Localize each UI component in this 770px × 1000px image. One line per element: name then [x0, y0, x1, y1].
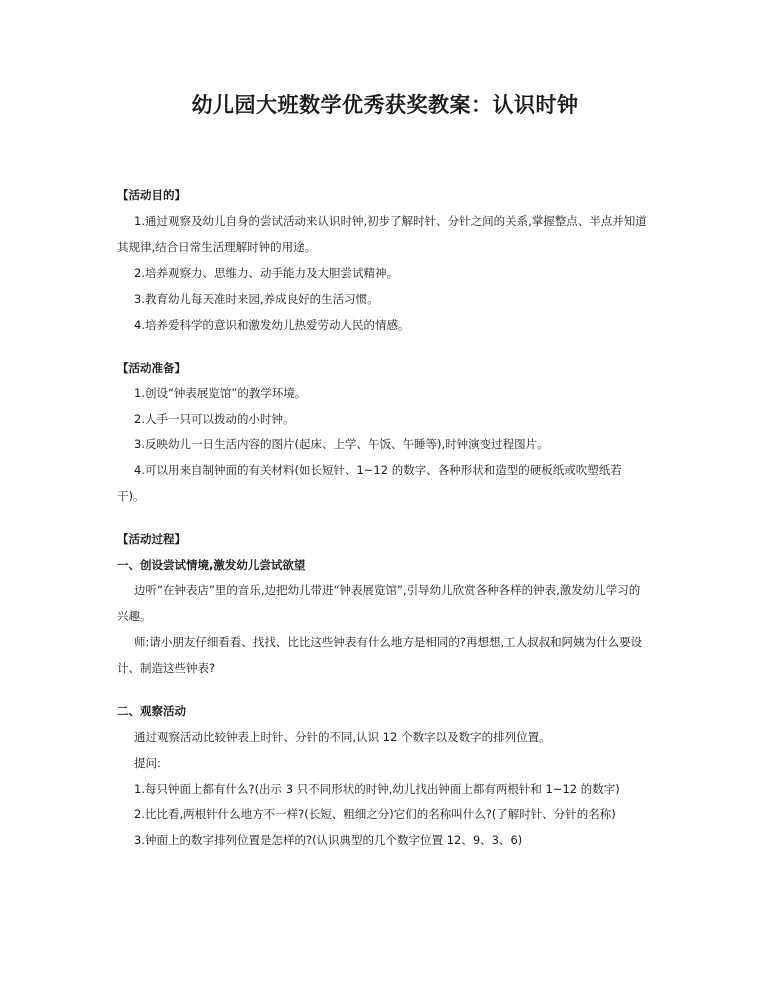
- paragraph: 提问:: [134, 756, 161, 770]
- paragraph: 师:请小朋友仔细看看、找找、比比这些钟表有什么地方是相同的?再想想,工人叔叔和阿姨为什么要设: [134, 635, 643, 649]
- paragraph: 边听“在钟表店”里的音乐,边把幼儿带进“钟表展览馆”,引导幼儿欣赏各种各样的钟表,激发幼儿学习的: [134, 583, 641, 597]
- list-item: 1.每只钟面上都有什么?(出示 3 只不同形状的时钟,幼儿找出钟面上都有两根针和 1~12 的数字): [134, 782, 620, 796]
- paragraph: 4.培养爱科学的意识和激发幼儿热爱劳动人民的情感。: [134, 318, 410, 332]
- paragraph: 1.通过观察及幼儿自身的尝试活动来认识时钟,初步了解时针、分针之间的关系,掌握整点、半点并知道: [134, 214, 647, 228]
- list-item: 3.钟面上的数字排列位置是怎样的?(认识典型的几个数字位置 12、9、3、6): [134, 833, 523, 847]
- paragraph: 其规律,结合日常生活理解时钟的用途。: [117, 240, 317, 254]
- list-item: 2.比比看,两根针什么地方不一样?(长短、粗细之分)它们的名称叫什么?(了解时针、分针的名称): [134, 807, 616, 821]
- paragraph: 计、制造这些钟表?: [117, 661, 216, 675]
- paragraph: 2.人手一只可以拨动的小时钟。: [134, 412, 295, 426]
- paragraph: 1.创设“钟表展览馆”的教学环境。: [134, 386, 307, 400]
- section-heading-process: 【活动过程】: [117, 532, 186, 546]
- section-heading-preparation: 【活动准备】: [117, 361, 186, 375]
- section-heading-purpose: 【活动目的】: [117, 188, 186, 202]
- subheading-step-two: 二、观察活动: [117, 704, 186, 718]
- paragraph: 干)。: [117, 489, 145, 503]
- paragraph: 3.反映幼儿一日生活内容的图片(起床、上学、午饭、午睡等),时钟演变过程图片。: [134, 437, 549, 451]
- subheading-step-one: 一、创设尝试情境,激发幼儿尝试欲望: [117, 558, 306, 572]
- paragraph: 兴趣。: [117, 609, 152, 623]
- paragraph: 2.培养观察力、思维力、动手能力及大胆尝试精神。: [134, 266, 398, 280]
- paragraph: 通过观察活动比较钟表上时针、分针的不同,认识 12 个数字以及数字的排列位置。: [134, 730, 551, 744]
- paragraph: 3.教育幼儿每天准时来园,养成良好的生活习惯。: [134, 292, 379, 306]
- document-title: 幼儿园大班数学优秀获奖教案：认识时钟: [191, 93, 579, 117]
- paragraph: 4.可以用来自制钟面的有关材料(如长短针、1~12 的数字、各种形状和造型的硬板纸或吹塑纸若: [134, 463, 622, 477]
